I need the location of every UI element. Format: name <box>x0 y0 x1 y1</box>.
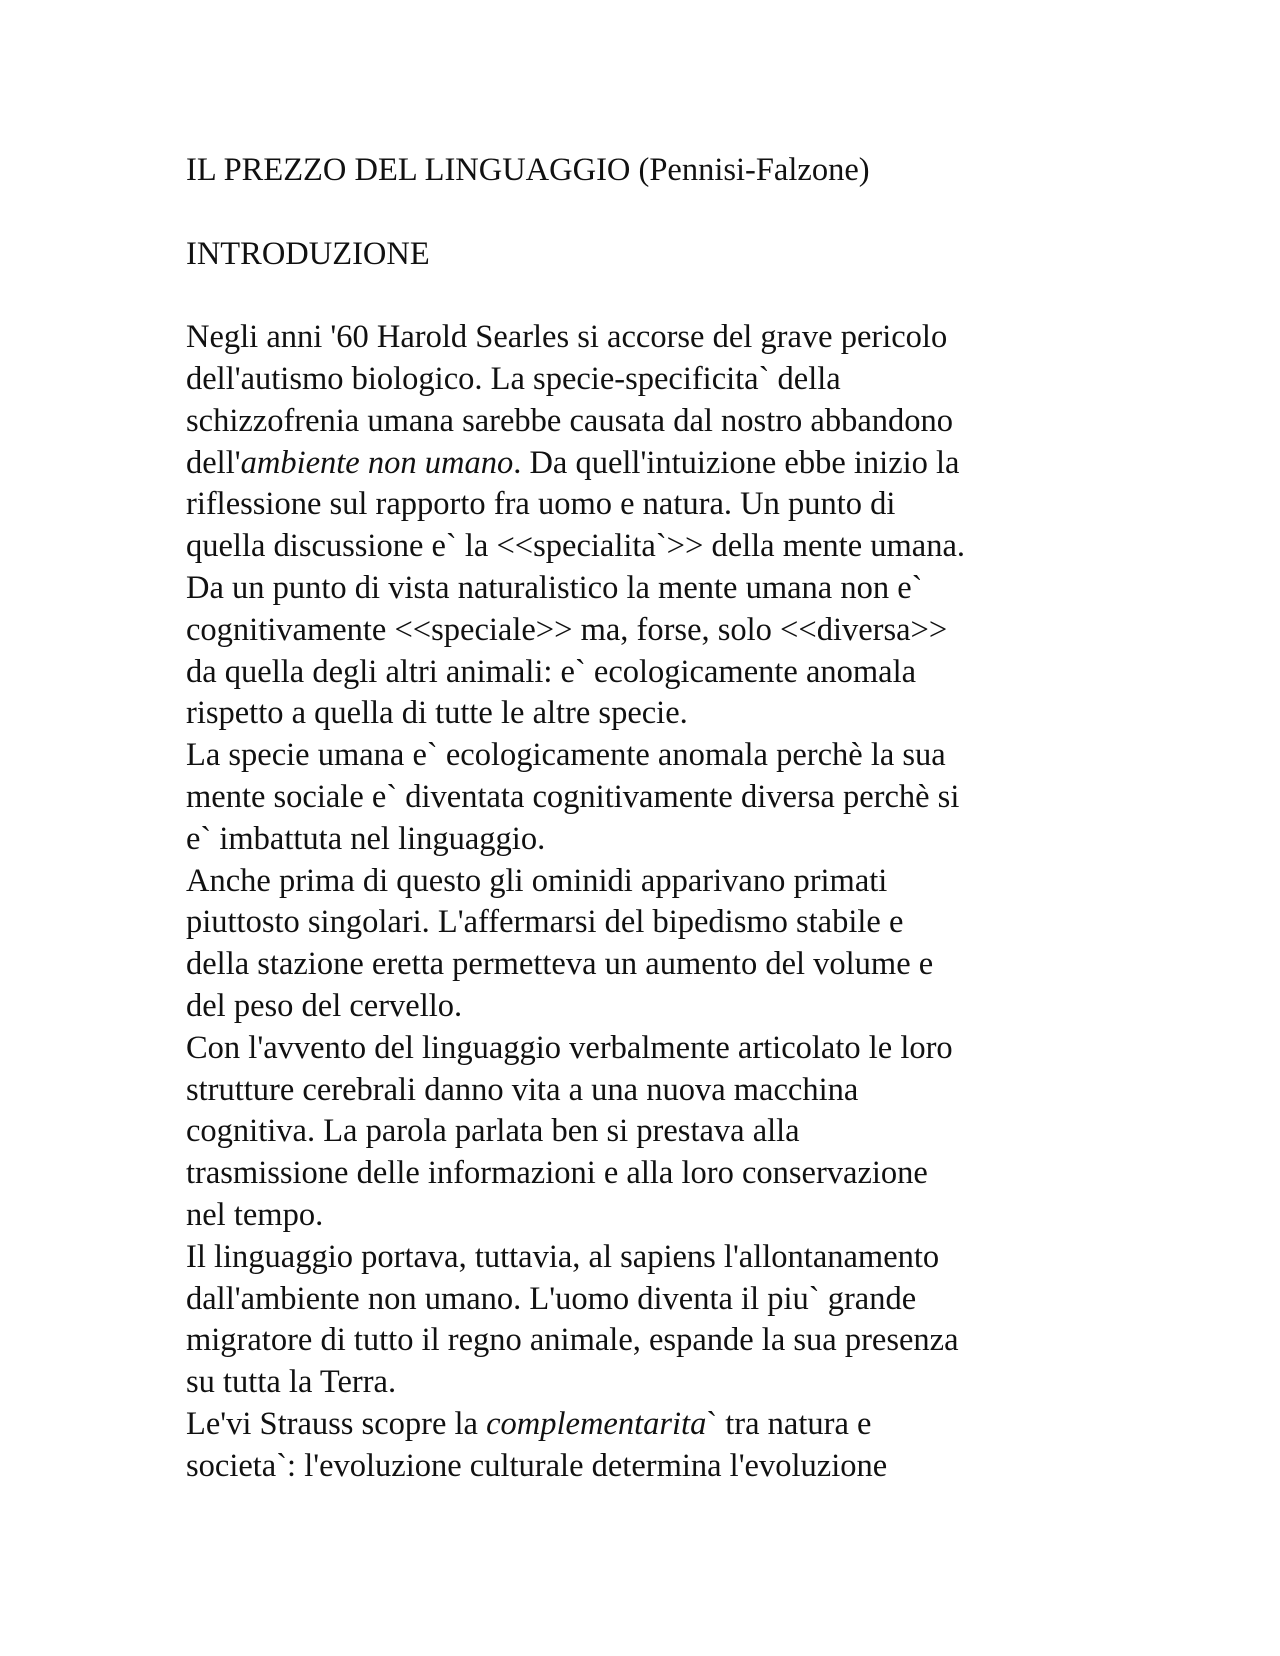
text-line <box>186 401 1126 443</box>
body-text <box>186 317 1126 1487</box>
text-line <box>186 484 1126 526</box>
text-run: dell'autismo biologico. La specie-specificita` della <box>186 360 841 397</box>
document-page <box>186 150 1126 1488</box>
text-line <box>186 1279 1126 1321</box>
text-run: La specie umana e` ecologicamente anomala perchè la sua <box>186 737 946 774</box>
document-title: IL PREZZO DEL LINGUAGGIO (Pennisi-Falzone) <box>186 152 870 188</box>
text-run: del peso del cervello. <box>186 987 463 1024</box>
text-line <box>186 735 1126 777</box>
text-line <box>186 777 1126 819</box>
text-run: quella discussione e` la <<specialita`>> della mente umana. <box>186 528 966 565</box>
text-run: riflessione sul rapporto fra uomo e natura. Un punto di <box>186 486 896 523</box>
text-run: Negli anni '60 Harold Searles si accorse del grave pericolo <box>186 319 948 356</box>
text-run: su tutta la Terra. <box>186 1364 397 1401</box>
text-line <box>186 526 1126 568</box>
text-line <box>186 693 1126 735</box>
text-line <box>186 986 1126 1028</box>
text-run: Con l'avvento del linguaggio verbalmente articolato le loro <box>186 1029 953 1066</box>
text-line <box>186 610 1126 652</box>
text-run: dell' <box>186 444 241 481</box>
text-run: rispetto a quella di tutte le altre specie. <box>186 695 688 732</box>
text-run: e` imbattuta nel linguaggio. <box>186 820 546 857</box>
text-line <box>186 1070 1126 1112</box>
text-run: mente sociale e` diventata cognitivamente diversa perchè si <box>186 778 960 815</box>
text-run: Le'vi Strauss scopre la <box>186 1405 487 1442</box>
text-line <box>186 1195 1126 1237</box>
text-line <box>186 443 1126 485</box>
italic-text: ambiente non umano <box>240 444 514 481</box>
text-run: societa`: l'evoluzione culturale determina l'evoluzione <box>186 1447 888 1484</box>
text-run: nel tempo. <box>186 1196 324 1233</box>
section-heading: INTRODUZIONE <box>186 235 430 272</box>
text-run: migratore di tutto il regno animale, espande la sua presenza <box>186 1322 959 1359</box>
text-run: della stazione eretta permetteva un aumento del volume e <box>186 946 934 983</box>
text-run: . Da quell'intuizione ebbe inizio la <box>513 444 960 481</box>
text-line <box>186 652 1126 694</box>
text-line <box>186 819 1126 861</box>
italic-text: complementarita <box>486 1405 707 1442</box>
text-line <box>186 861 1126 903</box>
text-run: Da un punto di vista naturalistico la mente umana non e` <box>186 569 923 606</box>
text-run: trasmissione delle informazioni e alla loro conservazione <box>186 1155 928 1192</box>
text-run: schizzofrenia umana sarebbe causata dal nostro abbandono <box>186 402 954 439</box>
text-run: cognitiva. La parola parlata ben si prestava alla <box>186 1113 800 1150</box>
text-line <box>186 1237 1126 1279</box>
text-line <box>186 1153 1126 1195</box>
text-run: cognitivamente <<speciale>> ma, forse, solo <<diversa>> <box>186 611 948 648</box>
text-line <box>186 1446 1126 1488</box>
text-line <box>186 1404 1126 1446</box>
text-run: Anche prima di questo gli ominidi apparivano primati <box>186 862 888 899</box>
text-run: da quella degli altri animali: e` ecologicamente anomala <box>186 653 917 690</box>
text-line <box>186 1320 1126 1362</box>
text-line <box>186 1111 1126 1153</box>
text-run: piuttosto singolari. L'affermarsi del bipedismo stabile e <box>186 904 904 941</box>
text-run: Il linguaggio portava, tuttavia, al sapiens l'allontanamento <box>186 1238 940 1275</box>
text-line <box>186 1028 1126 1070</box>
text-run: strutture cerebrali danno vita a una nuova macchina <box>186 1071 859 1108</box>
text-run: dall'ambiente non umano. L'uomo diventa il piu` grande <box>186 1280 917 1317</box>
text-run: ` tra natura e <box>706 1405 872 1442</box>
text-line <box>186 317 1126 359</box>
text-line <box>186 568 1126 610</box>
text-line <box>186 1362 1126 1404</box>
text-line <box>186 944 1126 986</box>
text-line <box>186 902 1126 944</box>
text-line <box>186 359 1126 401</box>
